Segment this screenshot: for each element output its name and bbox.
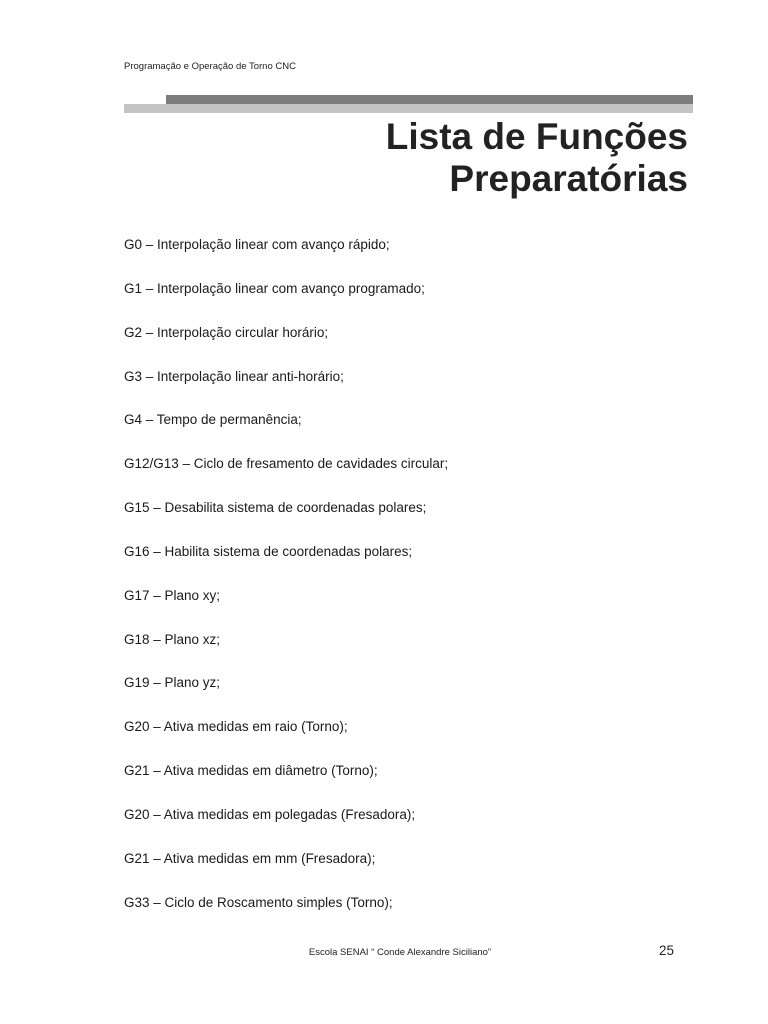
list-item: G2 – Interpolação circular horário;	[124, 324, 329, 340]
list-item: G18 – Plano xz;	[124, 631, 221, 647]
list-item: G12/G13 – Ciclo de fresamento de cavidades circular;	[124, 456, 449, 472]
header-rule-dark	[166, 95, 693, 104]
function-list	[124, 236, 448, 938]
footer-school-name: Escola SENAI “ Conde Alexandre Siciliano”	[308, 947, 492, 958]
list-item: G3 – Interpolação linear anti-horário;	[124, 368, 344, 384]
list-item: G15 – Desabilita sistema de coordenadas polares;	[124, 500, 427, 516]
header-rule-light	[124, 104, 693, 113]
list-item: G4 – Tempo de permanência;	[124, 412, 302, 428]
list-item: G16 – Habilita sistema de coordenadas polares;	[124, 543, 413, 559]
page-title-line-2: Preparatórias	[449, 158, 688, 199]
page-number: 25	[659, 943, 675, 958]
list-item: G33 – Ciclo de Roscamento simples (Torno);	[124, 894, 393, 910]
list-item: G21 – Ativa medidas em mm (Fresadora);	[124, 850, 376, 866]
list-item: G1 – Interpolação linear com avanço programado;	[124, 280, 425, 296]
list-item: G17 – Plano xy;	[124, 587, 221, 603]
page-title-line-1: Lista de Funções	[385, 116, 688, 157]
list-item: G20 – Ativa medidas em polegadas (Fresadora);	[124, 806, 416, 822]
list-item: G19 – Plano yz;	[124, 675, 221, 691]
page-title	[386, 116, 688, 200]
list-item: G0 – Interpolação linear com avanço rápido;	[124, 237, 390, 252]
running-header: Programação e Operação de Torno CNC	[124, 61, 296, 72]
list-item: G20 – Ativa medidas em raio (Torno);	[124, 719, 348, 735]
list-item: G21 – Ativa medidas em diâmetro (Torno);	[124, 763, 378, 779]
